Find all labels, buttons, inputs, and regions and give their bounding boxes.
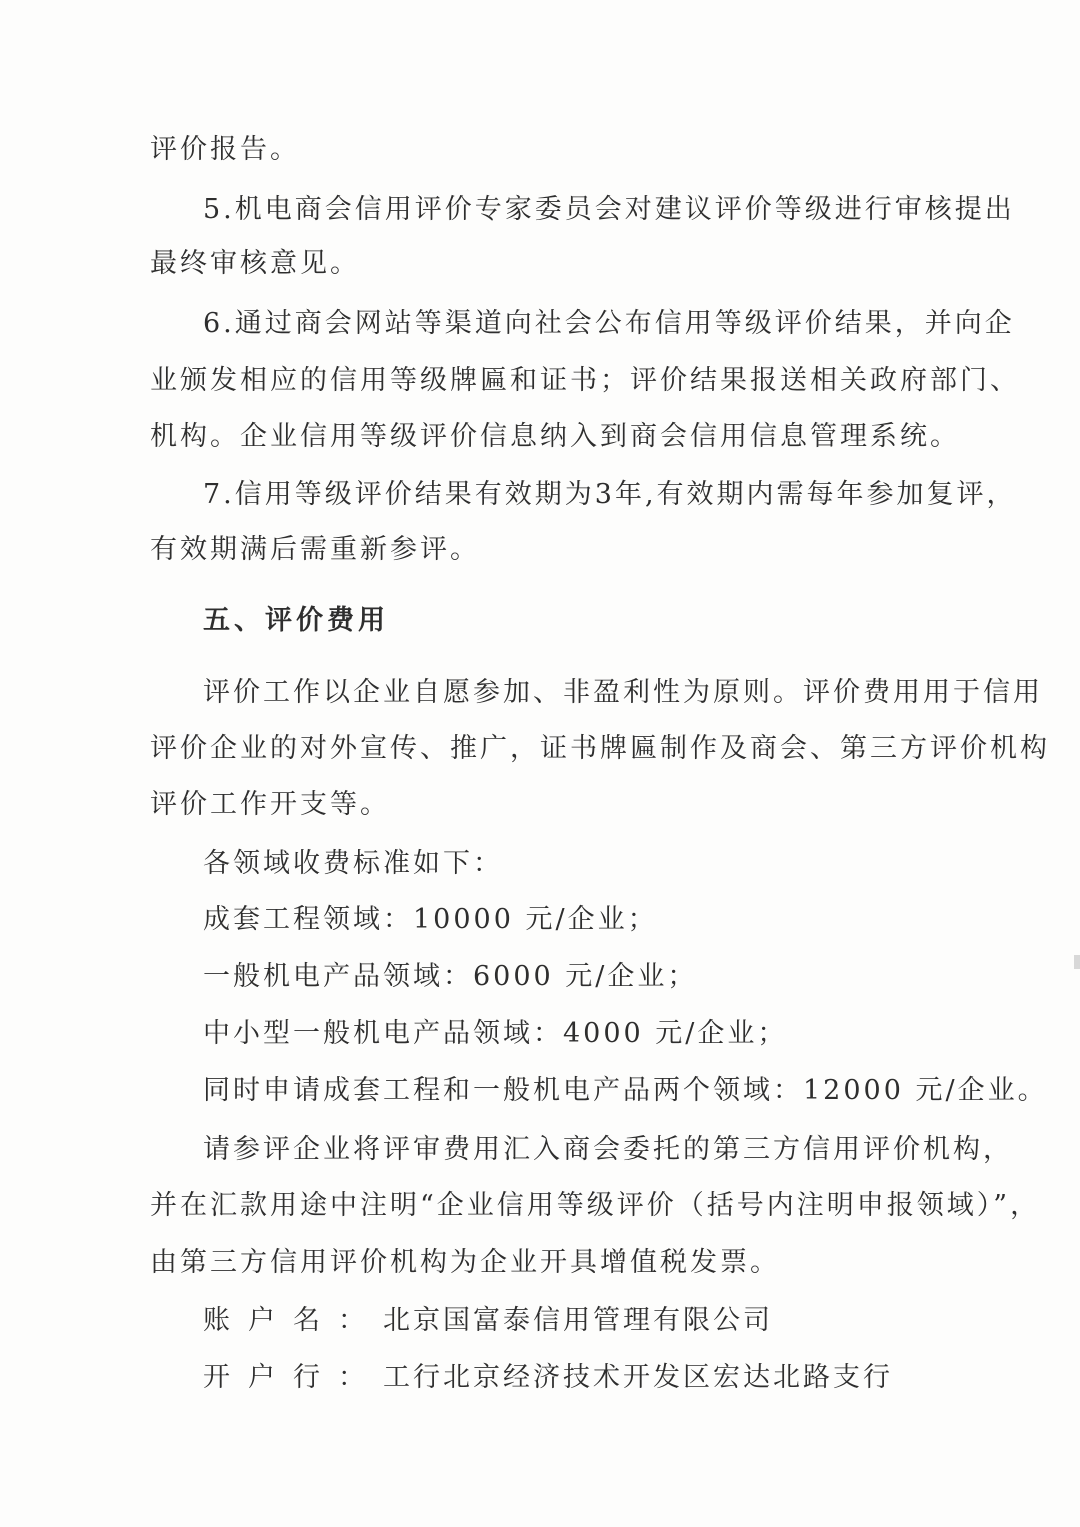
fee-item-complete-projects: 成套工程领域：10000 元/企业； (203, 904, 658, 935)
list-item-6: 6.通过商会网站等渠道向社会公布信用等级评价结果，并向企 (203, 308, 1015, 339)
paragraph-line: 评价工作以企业自愿参加、非盈利性为原则。评价费用用于信用 (203, 677, 1043, 708)
paragraph-line: 有效期满后需重新参评。 (150, 534, 480, 565)
fee-item-general-products: 一般机电产品领域：6000 元/企业； (203, 961, 698, 992)
paragraph-line: 评价报告。 (150, 134, 300, 165)
list-item-5: 5.机电商会信用评价专家委员会对建议评价等级进行审核提出 (203, 194, 1015, 225)
account-name-label: 账户名： (203, 1305, 383, 1336)
scan-edge-mark (1074, 955, 1080, 969)
paragraph-line: 并在汇款用途中注明“企业信用等级评价（括号内注明申报领域）”， (150, 1190, 1041, 1221)
list-item-7: 7.信用等级评价结果有效期为3年,有效期内需每年参加复评， (203, 479, 1017, 510)
paragraph-line: 评价工作开支等。 (150, 789, 390, 820)
paragraph-line: 机构。企业信用等级评价信息纳入到商会信用信息管理系统。 (150, 421, 960, 452)
paragraph-line: 由第三方信用评价机构为企业开具增值税发票。 (150, 1247, 780, 1278)
fee-intro: 各领域收费标准如下： (203, 848, 503, 879)
paragraph-line: 请参评企业将评审费用汇入商会委托的第三方信用评价机构， (203, 1134, 1013, 1165)
paragraph-line: 业颁发相应的信用等级牌匾和证书；评价结果报送相关政府部门、 (150, 365, 1020, 396)
fee-item-small-medium: 中小型一般机电产品领域：4000 元/企业； (203, 1018, 788, 1049)
account-name-value: 北京国富泰信用管理有限公司 (383, 1305, 773, 1336)
paragraph-line: 评价企业的对外宣传、推广，证书牌匾制作及商会、第三方评价机构 (150, 733, 1050, 764)
fee-item-both-fields: 同时申请成套工程和一般机电产品两个领域：12000 元/企业。 (203, 1075, 1048, 1106)
bank-value: 工行北京经济技术开发区宏达北路支行 (383, 1362, 893, 1393)
bank-label: 开户行： (203, 1362, 383, 1393)
bank-row (203, 1360, 948, 1396)
section-heading: 五、评价费用 (203, 605, 389, 636)
account-name-row (203, 1303, 948, 1339)
paragraph-line: 最终审核意见。 (150, 248, 360, 279)
